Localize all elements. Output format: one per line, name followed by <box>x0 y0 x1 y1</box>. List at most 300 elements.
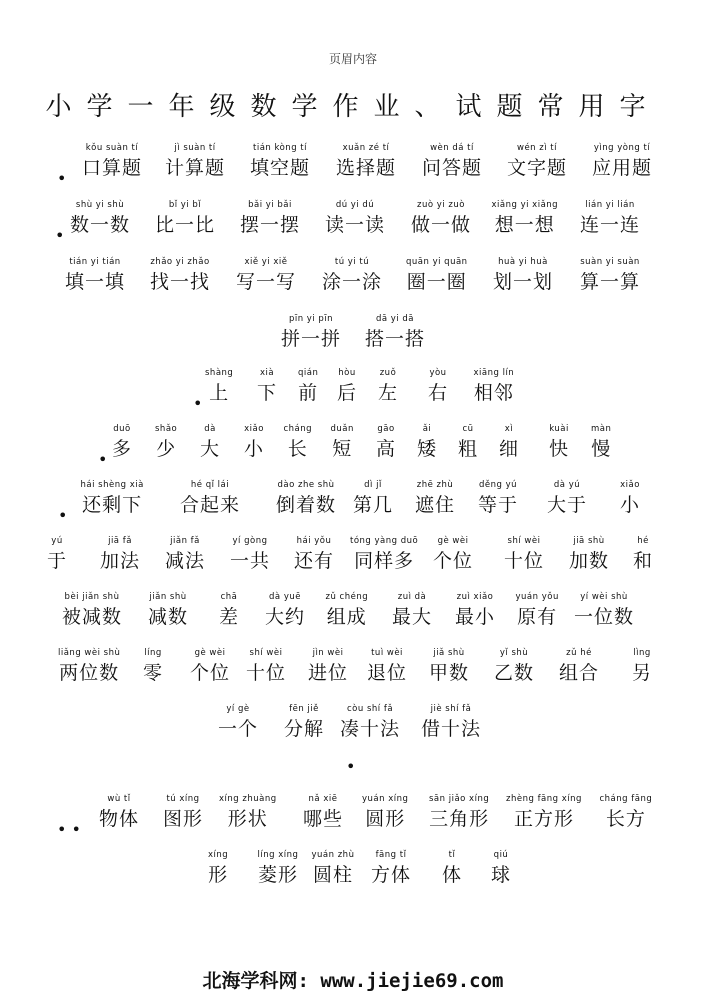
vocab-item <box>219 590 239 630</box>
vocab-item <box>325 198 385 238</box>
pinyin-annotation: gè wèi <box>437 536 469 546</box>
vocab-row <box>0 198 706 254</box>
bullet-marker: • • <box>57 820 81 839</box>
pinyin-annotation: suàn yi suàn <box>580 257 640 267</box>
pinyin-annotation: pīn yi pīn <box>288 314 334 324</box>
vocab-row <box>0 792 706 848</box>
chinese-term: 矮 <box>417 438 438 460</box>
pinyin-annotation: zuò yi zuò <box>417 200 465 210</box>
pinyin-annotation: shí wèi <box>507 536 541 546</box>
bullet-marker: • <box>98 450 108 469</box>
chinese-term: 计算题 <box>165 157 226 179</box>
chinese-term: 后 <box>337 382 358 404</box>
vocab-item <box>165 141 225 181</box>
vocab-item <box>569 534 609 574</box>
vocab-item <box>308 646 348 686</box>
chinese-term: 方体 <box>371 864 412 886</box>
chinese-term: 粗 <box>458 438 479 460</box>
pinyin-annotation: gè wèi <box>194 648 226 658</box>
bullet-marker: • <box>55 226 65 245</box>
pinyin-annotation: zuì dà <box>397 592 427 602</box>
chinese-term: 文字题 <box>507 157 568 179</box>
chinese-term: 快 <box>549 438 570 460</box>
chinese-term: 少 <box>156 438 177 460</box>
vocab-item <box>506 792 582 832</box>
pinyin-annotation: liǎng wèi shù <box>58 648 121 658</box>
vocab-item <box>165 534 205 574</box>
vocab-item <box>236 255 296 295</box>
chinese-term: 拼一拼 <box>281 328 342 350</box>
vocab-item <box>378 366 398 406</box>
chinese-term: 圆柱 <box>312 864 353 886</box>
vocab-item <box>284 422 313 462</box>
vocab-item <box>350 534 418 574</box>
pinyin-annotation: fēn jiě <box>289 704 319 714</box>
vocab-row <box>0 422 706 478</box>
vocab-item <box>281 312 341 352</box>
page-title: 小学一年级数学作业、试题常用字 <box>45 92 661 122</box>
pinyin-annotation: yí wèi shù <box>580 592 628 602</box>
pinyin-annotation: jiā fǎ <box>108 536 132 546</box>
chinese-term: 组成 <box>326 606 367 628</box>
pinyin-annotation: xiě yi xiě <box>244 257 288 267</box>
pinyin-annotation: dà yuē <box>269 592 301 602</box>
vocab-item <box>392 590 432 630</box>
chinese-term: 填空题 <box>250 157 311 179</box>
chinese-term: 最大 <box>392 606 433 628</box>
vocab-item <box>549 422 569 462</box>
pinyin-annotation: jì suàn tí <box>174 143 216 153</box>
vocab-item <box>100 534 140 574</box>
vocab-item <box>180 478 240 518</box>
vocab-item <box>148 590 188 630</box>
pinyin-annotation: duǎn <box>330 424 354 434</box>
vocab-item <box>429 792 489 832</box>
vocab-item <box>422 141 482 181</box>
chinese-term: 个位 <box>433 550 474 572</box>
vocab-row <box>0 646 706 702</box>
vocab-item <box>190 646 230 686</box>
pinyin-annotation: zhē zhù <box>416 480 454 490</box>
footer-watermark: 北海学科网: www.jiejie69.com <box>202 970 504 992</box>
vocab-item <box>458 422 478 462</box>
chinese-term: 物体 <box>99 808 140 830</box>
vocab-item <box>415 478 455 518</box>
chinese-term: 进位 <box>308 662 349 684</box>
vocab-row <box>0 590 706 646</box>
pinyin-annotation: xià <box>259 368 275 378</box>
vocab-item <box>362 792 408 832</box>
chinese-term: 多 <box>112 438 133 460</box>
vocab-item <box>433 534 473 574</box>
pinyin-annotation: hái yǒu <box>296 536 332 546</box>
pinyin-annotation: cháng <box>283 424 313 434</box>
pinyin-annotation: hái shèng xià <box>80 480 144 490</box>
chinese-term: 加数 <box>569 550 610 572</box>
vocab-item <box>208 848 228 888</box>
standalone-bullet: • <box>346 757 356 776</box>
chinese-term: 原有 <box>517 606 558 628</box>
chinese-term: 想一想 <box>494 214 555 236</box>
vocab-item <box>340 702 400 742</box>
page-header: 页眉内容 <box>328 52 377 66</box>
chinese-term: 合起来 <box>180 494 241 516</box>
chinese-term: 做一做 <box>411 214 472 236</box>
vocab-item <box>265 590 305 630</box>
pinyin-annotation: dào zhe shù <box>277 480 335 490</box>
pinyin-annotation: shǎo <box>155 424 178 434</box>
pinyin-annotation: qián <box>298 368 319 378</box>
vocab-item <box>474 366 515 406</box>
pinyin-annotation: wù tǐ <box>107 794 131 804</box>
vocab-item <box>547 478 587 518</box>
vocab-item <box>322 255 382 295</box>
pinyin-annotation: màn <box>591 424 612 434</box>
chinese-term: 口算题 <box>82 157 143 179</box>
chinese-term: 上 <box>209 382 230 404</box>
pinyin-annotation: huà yi huà <box>498 257 548 267</box>
pinyin-annotation: hòu <box>338 368 356 378</box>
chinese-term: 找一找 <box>150 271 211 293</box>
chinese-term: 应用题 <box>592 157 653 179</box>
pinyin-annotation: xiǎo <box>620 480 640 490</box>
chinese-term: 下 <box>257 382 278 404</box>
chinese-term: 长 <box>287 438 308 460</box>
pinyin-annotation: shàng <box>205 368 234 378</box>
vocab-item <box>155 422 177 462</box>
chinese-term: 菱形 <box>257 864 298 886</box>
pinyin-annotation: wén zì tí <box>517 143 557 153</box>
pinyin-annotation: xì <box>504 424 514 434</box>
vocab-item <box>82 141 142 181</box>
pinyin-annotation: yú <box>51 536 63 546</box>
bullet-marker: • <box>57 169 67 188</box>
chinese-term: 大于 <box>547 494 588 516</box>
pinyin-annotation: xíng zhuàng <box>219 794 277 804</box>
vocab-item <box>491 848 511 888</box>
vocab-item <box>478 478 518 518</box>
chinese-term: 乙数 <box>494 662 535 684</box>
pinyin-annotation: sān jiǎo xíng <box>429 794 490 804</box>
vocab-item <box>312 848 355 888</box>
pinyin-annotation: tián yi tián <box>69 257 121 267</box>
chinese-term: 哪些 <box>303 808 344 830</box>
vocab-item <box>411 198 471 238</box>
vocab-item <box>258 848 299 888</box>
pinyin-annotation: líng <box>144 648 162 658</box>
vocab-item <box>336 141 396 181</box>
pinyin-annotation: lìng <box>633 648 651 658</box>
chinese-term: 倒着数 <box>276 494 337 516</box>
pinyin-annotation: còu shí fǎ <box>346 704 394 714</box>
vocab-item <box>353 478 393 518</box>
chinese-term: 圆形 <box>365 808 406 830</box>
pinyin-annotation: xiāng lín <box>473 368 515 378</box>
vocab-item <box>257 366 277 406</box>
pinyin-annotation: quān yi quān <box>406 257 468 267</box>
pinyin-annotation: xíng <box>208 850 229 860</box>
vocab-item <box>429 646 469 686</box>
pinyin-annotation: lián yi lián <box>585 200 635 210</box>
chinese-term: 和 <box>633 550 654 572</box>
vocab-item <box>294 534 334 574</box>
chinese-term: 形状 <box>227 808 268 830</box>
vocab-item <box>250 141 310 181</box>
vocab-item <box>574 590 634 630</box>
pinyin-annotation: jiè shí fǎ <box>430 704 472 714</box>
chinese-term: 右 <box>428 382 449 404</box>
chinese-term: 组合 <box>559 662 600 684</box>
vocab-item <box>62 590 122 630</box>
pinyin-annotation: jiǎ shù <box>433 648 465 658</box>
pinyin-annotation: jiǎn fǎ <box>170 536 200 546</box>
vocab-item <box>218 702 258 742</box>
vocab-item <box>591 422 611 462</box>
chinese-term: 大 <box>200 438 221 460</box>
pinyin-annotation: xiǎng yi xiǎng <box>491 200 559 210</box>
vocab-item <box>337 366 357 406</box>
chinese-term: 十位 <box>504 550 545 572</box>
chinese-term: 数一数 <box>70 214 131 236</box>
vocab-item <box>499 422 519 462</box>
chinese-term: 左 <box>378 382 399 404</box>
chinese-term: 读一读 <box>325 214 386 236</box>
pinyin-annotation: zǔ hé <box>566 648 592 658</box>
pinyin-annotation: tóng yàng duō <box>350 536 419 546</box>
chinese-term: 划一划 <box>493 271 554 293</box>
chinese-term: 球 <box>491 864 512 886</box>
pinyin-annotation: duō <box>113 424 131 434</box>
pinyin-annotation: hé qǐ lái <box>190 480 230 490</box>
pinyin-annotation: xuǎn zé tí <box>342 143 390 153</box>
pinyin-annotation: nǎ xiē <box>308 794 338 804</box>
vocab-row <box>0 702 706 758</box>
pinyin-annotation: kuài <box>549 424 569 434</box>
pinyin-annotation: dú yi dú <box>335 200 375 210</box>
chinese-term: 选择题 <box>336 157 397 179</box>
chinese-term: 体 <box>442 864 463 886</box>
pinyin-annotation: yí gòng <box>232 536 268 546</box>
pinyin-annotation: cháng fāng <box>599 794 653 804</box>
chinese-term: 等于 <box>478 494 519 516</box>
vocab-row <box>0 366 706 422</box>
chinese-term: 减数 <box>148 606 189 628</box>
chinese-term: 相邻 <box>473 382 514 404</box>
vocab-item <box>99 792 139 832</box>
chinese-term: 减法 <box>165 550 206 572</box>
vocab-item <box>240 198 300 238</box>
chinese-term: 搭一搭 <box>365 328 426 350</box>
pinyin-annotation: zǔ chéng <box>325 592 369 602</box>
vocab-item <box>428 366 448 406</box>
vocab-item <box>406 255 468 295</box>
pinyin-annotation: bǎi yi bǎi <box>248 200 292 210</box>
chinese-term: 填一填 <box>65 271 126 293</box>
pinyin-annotation: tuì wèi <box>371 648 403 658</box>
pinyin-annotation: yí gè <box>226 704 250 714</box>
vocab-item <box>493 255 553 295</box>
chinese-term: 一个 <box>218 718 259 740</box>
vocab-item <box>494 646 534 686</box>
vocab-item <box>371 848 411 888</box>
bullet-marker: • <box>58 506 68 525</box>
chinese-term: 细 <box>499 438 520 460</box>
vocab-item <box>417 422 437 462</box>
vocab-item <box>47 534 67 574</box>
chinese-term: 最小 <box>455 606 496 628</box>
pinyin-annotation: yǐ shù <box>499 648 529 658</box>
pinyin-annotation: bèi jiǎn shù <box>64 592 120 602</box>
vocab-item <box>244 422 264 462</box>
chinese-term: 形 <box>208 864 229 886</box>
chinese-term: 摆一摆 <box>240 214 301 236</box>
vocab-row <box>0 534 706 590</box>
vocab-item <box>600 792 653 832</box>
vocab-item <box>442 848 462 888</box>
vocab-item <box>58 646 120 686</box>
vocab-item <box>455 590 495 630</box>
chinese-term: 同样多 <box>354 550 415 572</box>
vocab-row <box>0 848 706 904</box>
pinyin-annotation: cū <box>462 424 474 434</box>
vocab-item <box>620 478 640 518</box>
pinyin-annotation: dà <box>204 424 216 434</box>
chinese-term: 一共 <box>230 550 271 572</box>
pinyin-annotation: zhǎo yi zhǎo <box>150 257 210 267</box>
chinese-term: 长方 <box>605 808 646 830</box>
pinyin-annotation: zhèng fāng xíng <box>506 794 582 804</box>
pinyin-annotation: ǎi <box>422 424 432 434</box>
pinyin-annotation: yòu <box>429 368 447 378</box>
vocab-item <box>284 702 324 742</box>
vocab-item <box>276 478 336 518</box>
pinyin-annotation: kǒu suàn tí <box>85 143 139 153</box>
pinyin-annotation: shí wèi <box>249 648 283 658</box>
pinyin-annotation: dì jǐ <box>364 480 382 490</box>
vocab-item <box>421 702 481 742</box>
chinese-term: 另 <box>632 662 653 684</box>
pinyin-annotation: yuán zhù <box>311 850 355 860</box>
vocab-item <box>205 366 233 406</box>
chinese-term: 于 <box>47 550 68 572</box>
chinese-term: 退位 <box>367 662 408 684</box>
pinyin-annotation: tǐ <box>448 850 456 860</box>
chinese-term: 个位 <box>190 662 231 684</box>
pinyin-annotation: zuǒ <box>379 368 397 378</box>
chinese-term: 分解 <box>284 718 325 740</box>
vocab-item <box>580 255 640 295</box>
chinese-term: 差 <box>219 606 240 628</box>
chinese-term: 遮住 <box>415 494 456 516</box>
vocab-item <box>143 646 163 686</box>
chinese-term: 加法 <box>100 550 141 572</box>
vocab-item <box>633 534 653 574</box>
chinese-term: 借十法 <box>421 718 482 740</box>
vocab-item <box>65 255 125 295</box>
vocab-item <box>507 141 567 181</box>
pinyin-annotation: shù yi shù <box>75 200 125 210</box>
vocab-item <box>303 792 343 832</box>
chinese-term: 比一比 <box>155 214 216 236</box>
vocab-row <box>0 141 706 197</box>
pinyin-annotation: yuán yǒu <box>515 592 559 602</box>
vocab-item <box>150 255 210 295</box>
chinese-term: 圈一圈 <box>406 271 467 293</box>
chinese-term: 还有 <box>294 550 335 572</box>
vocab-item <box>112 422 132 462</box>
chinese-term: 一位数 <box>574 606 635 628</box>
pinyin-annotation: xiǎo <box>244 424 264 434</box>
chinese-term: 涂一涂 <box>322 271 383 293</box>
pinyin-annotation: hé <box>637 536 649 546</box>
chinese-term: 两位数 <box>59 662 120 684</box>
vocab-item <box>504 534 544 574</box>
chinese-term: 前 <box>298 382 319 404</box>
chinese-term: 还剩下 <box>82 494 143 516</box>
pinyin-annotation: chā <box>220 592 238 602</box>
pinyin-annotation: wèn dá tí <box>430 143 474 153</box>
vocab-item <box>516 590 559 630</box>
chinese-term: 小 <box>620 494 641 516</box>
vocab-item <box>376 422 396 462</box>
pinyin-annotation: yìng yòng tí <box>593 143 651 153</box>
pinyin-annotation: yuán xíng <box>362 794 409 804</box>
vocab-item <box>326 590 369 630</box>
vocab-item <box>580 198 640 238</box>
chinese-term: 短 <box>332 438 353 460</box>
vocab-item <box>81 478 144 518</box>
vocab-item <box>70 198 130 238</box>
vocab-item <box>367 646 407 686</box>
pinyin-annotation: líng xíng <box>257 850 299 860</box>
pinyin-annotation: tián kòng tí <box>253 143 307 153</box>
pinyin-annotation: děng yú <box>478 480 518 490</box>
chinese-term: 十位 <box>246 662 287 684</box>
pinyin-annotation: gāo <box>377 424 395 434</box>
chinese-term: 正方形 <box>513 808 574 830</box>
vocab-item <box>298 366 318 406</box>
vocab-item <box>200 422 220 462</box>
chinese-term: 凑十法 <box>340 718 401 740</box>
pinyin-annotation: jiǎn shù <box>149 592 187 602</box>
chinese-term: 算一算 <box>580 271 641 293</box>
vocab-item <box>365 312 425 352</box>
vocab-item <box>331 422 354 462</box>
chinese-term: 高 <box>376 438 397 460</box>
vocab-item <box>592 141 652 181</box>
chinese-term: 甲数 <box>429 662 470 684</box>
pinyin-annotation: dā yi dā <box>376 314 415 324</box>
pinyin-annotation: tú yi tú <box>334 257 370 267</box>
vocab-item <box>246 646 286 686</box>
vocab-row <box>0 255 706 311</box>
chinese-term: 被减数 <box>62 606 123 628</box>
vocab-item <box>219 792 277 832</box>
chinese-term: 大约 <box>265 606 306 628</box>
pinyin-annotation: tú xíng <box>166 794 200 804</box>
pinyin-annotation: dà yú <box>553 480 581 490</box>
chinese-term: 问答题 <box>422 157 483 179</box>
chinese-term: 慢 <box>591 438 612 460</box>
vocab-row <box>0 312 706 368</box>
chinese-term: 连一连 <box>580 214 641 236</box>
chinese-term: 三角形 <box>429 808 490 830</box>
vocab-row <box>0 478 706 534</box>
vocab-item <box>230 534 270 574</box>
pinyin-annotation: qiú <box>493 850 509 860</box>
vocab-item <box>163 792 203 832</box>
vocab-item <box>492 198 559 238</box>
